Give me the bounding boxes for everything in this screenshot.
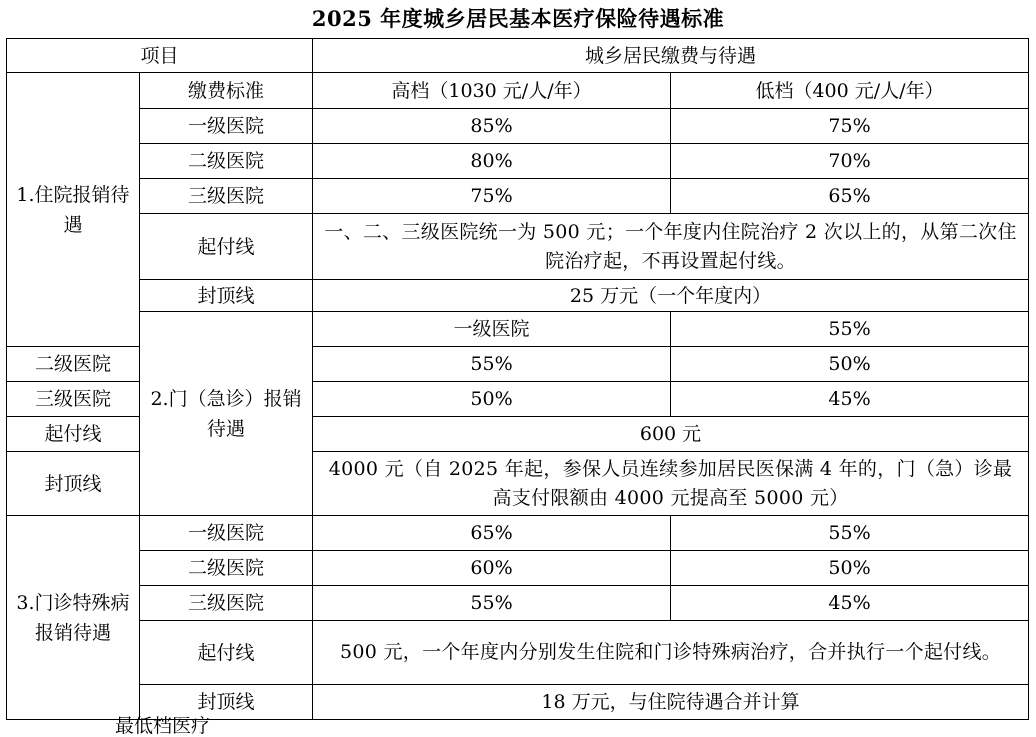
row-label: 二级医院 (7, 347, 140, 382)
row-label: 封顶线 (140, 685, 313, 720)
deductible-text: 500 元，一个年度内分别发生住院和门诊特殊病治疗，合并执行一个起付线。 (313, 621, 1029, 685)
row-label: 一级医院 (313, 312, 671, 347)
category-special-disease: 3.门诊特殊病报销待遇 (7, 516, 140, 720)
row-label: 三级医院 (140, 179, 313, 214)
header-item: 项目 (7, 39, 313, 73)
row-label: 起付线 (7, 417, 140, 452)
table-row (7, 312, 1029, 347)
low-value: 45% (671, 586, 1029, 621)
table-row (7, 516, 1029, 551)
cap-text: 25 万元（一个年度内） (313, 280, 1029, 312)
high-value: 50% (313, 382, 671, 417)
table-header-row (7, 39, 1029, 73)
row-label: 二级医院 (140, 144, 313, 179)
row-label: 一级医院 (140, 516, 313, 551)
footer-partial-text: 最低档医疗 (115, 715, 211, 737)
row-label: 一级医院 (140, 109, 313, 144)
table-row (7, 179, 1029, 214)
benefit-standard-table (6, 38, 1029, 720)
row-label: 三级医院 (7, 382, 140, 417)
row-label: 起付线 (140, 214, 313, 280)
table-row (7, 551, 1029, 586)
low-value: 45% (671, 382, 1029, 417)
document-title: 2025 年度城乡居民基本医疗保险待遇标准 (311, 6, 725, 31)
table-row (7, 73, 1029, 109)
low-value: 50% (671, 347, 1029, 382)
table-row (7, 280, 1029, 312)
high-value: 80% (313, 144, 671, 179)
deductible-text: 一、二、三级医院统一为 500 元；一个年度内住院治疗 2 次以上的，从第二次住院治疗起，不再设置起付线。 (313, 214, 1029, 280)
high-value: 75% (313, 179, 671, 214)
table-row (7, 586, 1029, 621)
low-value: 75% (671, 109, 1029, 144)
tier-high-header: 高档（1030 元/人/年） (313, 73, 671, 109)
row-label: 三级医院 (140, 586, 313, 621)
high-value: 60% (313, 551, 671, 586)
category-outpatient: 2.门（急诊）报销待遇 (140, 312, 313, 516)
high-value: 55% (313, 347, 671, 382)
low-value: 70% (671, 144, 1029, 179)
cap-text: 18 万元，与住院待遇合并计算 (313, 685, 1029, 720)
row-label: 起付线 (140, 621, 313, 685)
table-row (7, 144, 1029, 179)
category-inpatient: 1.住院报销待遇 (7, 73, 140, 347)
low-value: 50% (671, 551, 1029, 586)
row-label: 封顶线 (140, 280, 313, 312)
low-value: 55% (671, 516, 1029, 551)
high-value: 55% (671, 312, 1029, 347)
low-value: 65% (671, 179, 1029, 214)
header-payment: 城乡居民缴费与待遇 (313, 39, 1029, 73)
high-value: 55% (313, 586, 671, 621)
row-label: 封顶线 (7, 452, 140, 516)
table-row (7, 621, 1029, 685)
row-label: 缴费标准 (140, 73, 313, 109)
high-value: 65% (313, 516, 671, 551)
row-label: 二级医院 (140, 551, 313, 586)
high-value: 85% (313, 109, 671, 144)
tier-low-header: 低档（400 元/人/年） (671, 73, 1029, 109)
table-row (7, 214, 1029, 280)
deductible-text: 600 元 (313, 417, 1029, 452)
cap-text: 4000 元（自 2025 年起，参保人员连续参加居民医保满 4 年的，门（急）诊最高支付限额由 4000 元提高至 5000 元） (313, 452, 1029, 516)
table-row (7, 109, 1029, 144)
